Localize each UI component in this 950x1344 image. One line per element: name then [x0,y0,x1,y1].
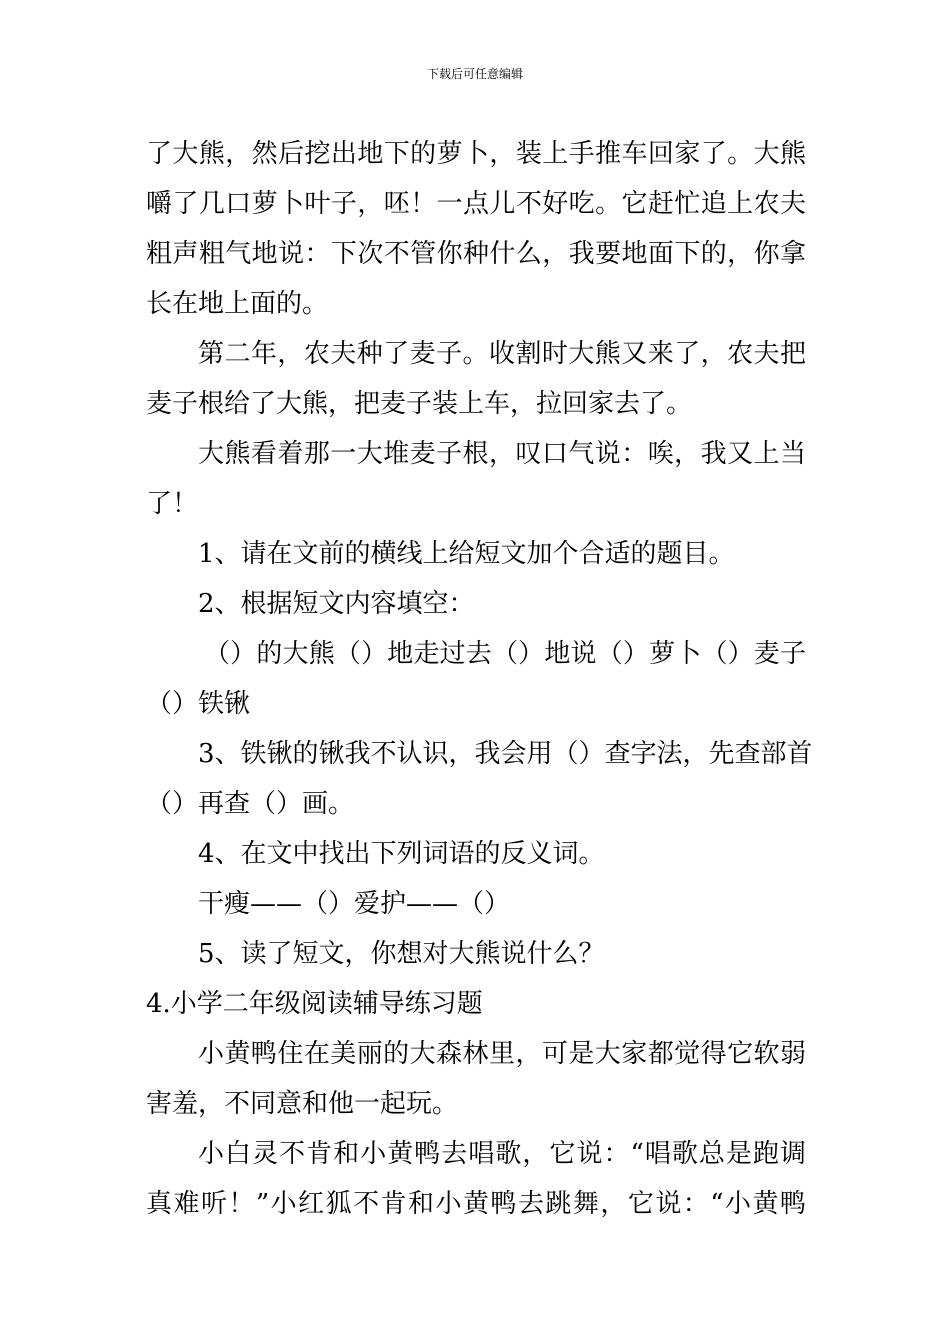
question-2: 2、根据短文内容填空： [198,589,475,619]
document-body [146,129,813,1229]
text-line: （）再查（）画。 [146,789,355,819]
paragraph-start-line: 小黄鸭住在美丽的大森林里，可是大家都觉得它软弱 [198,1039,806,1069]
fill-blank-line: （）铁锹 [146,689,251,719]
antonym-line: 干瘦——（）爱护——（） [198,889,511,919]
text-line: 长在地上面的。 [146,289,329,319]
text-line: 害羞，不同意和他一起玩。 [146,1089,459,1119]
paragraph-start-line: 第二年，农夫种了麦子。收割时大熊又来了，农夫把 [198,339,806,369]
question-5: 5、读了短文，你想对大熊说什么？ [198,939,605,969]
paragraph-start-line: 大熊看着那一大堆麦子根，叹口气说：唉，我又上当 [198,439,806,469]
page-header: 下载后可任意编辑 [426,67,523,81]
text-line: 嚼了几口萝卜叶子，呸！一点儿不好吃。它赶忙追上农夫 [146,189,806,219]
question-4: 4、在文中找出下列词语的反义词。 [198,839,605,869]
paragraph-start-line: 小白灵不肯和小黄鸭去唱歌，它说：“唱歌总是跑调 [198,1139,806,1169]
section-title: 4.小学二年级阅读辅导练习题 [146,989,483,1019]
text-line: 粗声粗气地说：下次不管你种什么，我要地面下的，你拿 [146,239,806,269]
question-3: 3、铁锹的锹我不认识，我会用（）查字法，先查部首 [198,739,813,769]
text-line: 了大熊，然后挖出地下的萝卜，装上手推车回家了。大熊 [146,139,806,169]
question-1: 1、请在文前的横线上给短文加个合适的题目。 [198,539,735,569]
text-line: 麦子根给了大熊，把麦子装上车，拉回家去了。 [146,389,693,419]
fill-blank-line: （）的大熊（）地走过去（）地说（）萝卜（）麦子 [204,639,806,669]
text-line: 真难听！”小红狐不肯和小黄鸭去跳舞，它说：“小黄鸭 [146,1189,806,1219]
text-line: 了！ [146,489,199,519]
